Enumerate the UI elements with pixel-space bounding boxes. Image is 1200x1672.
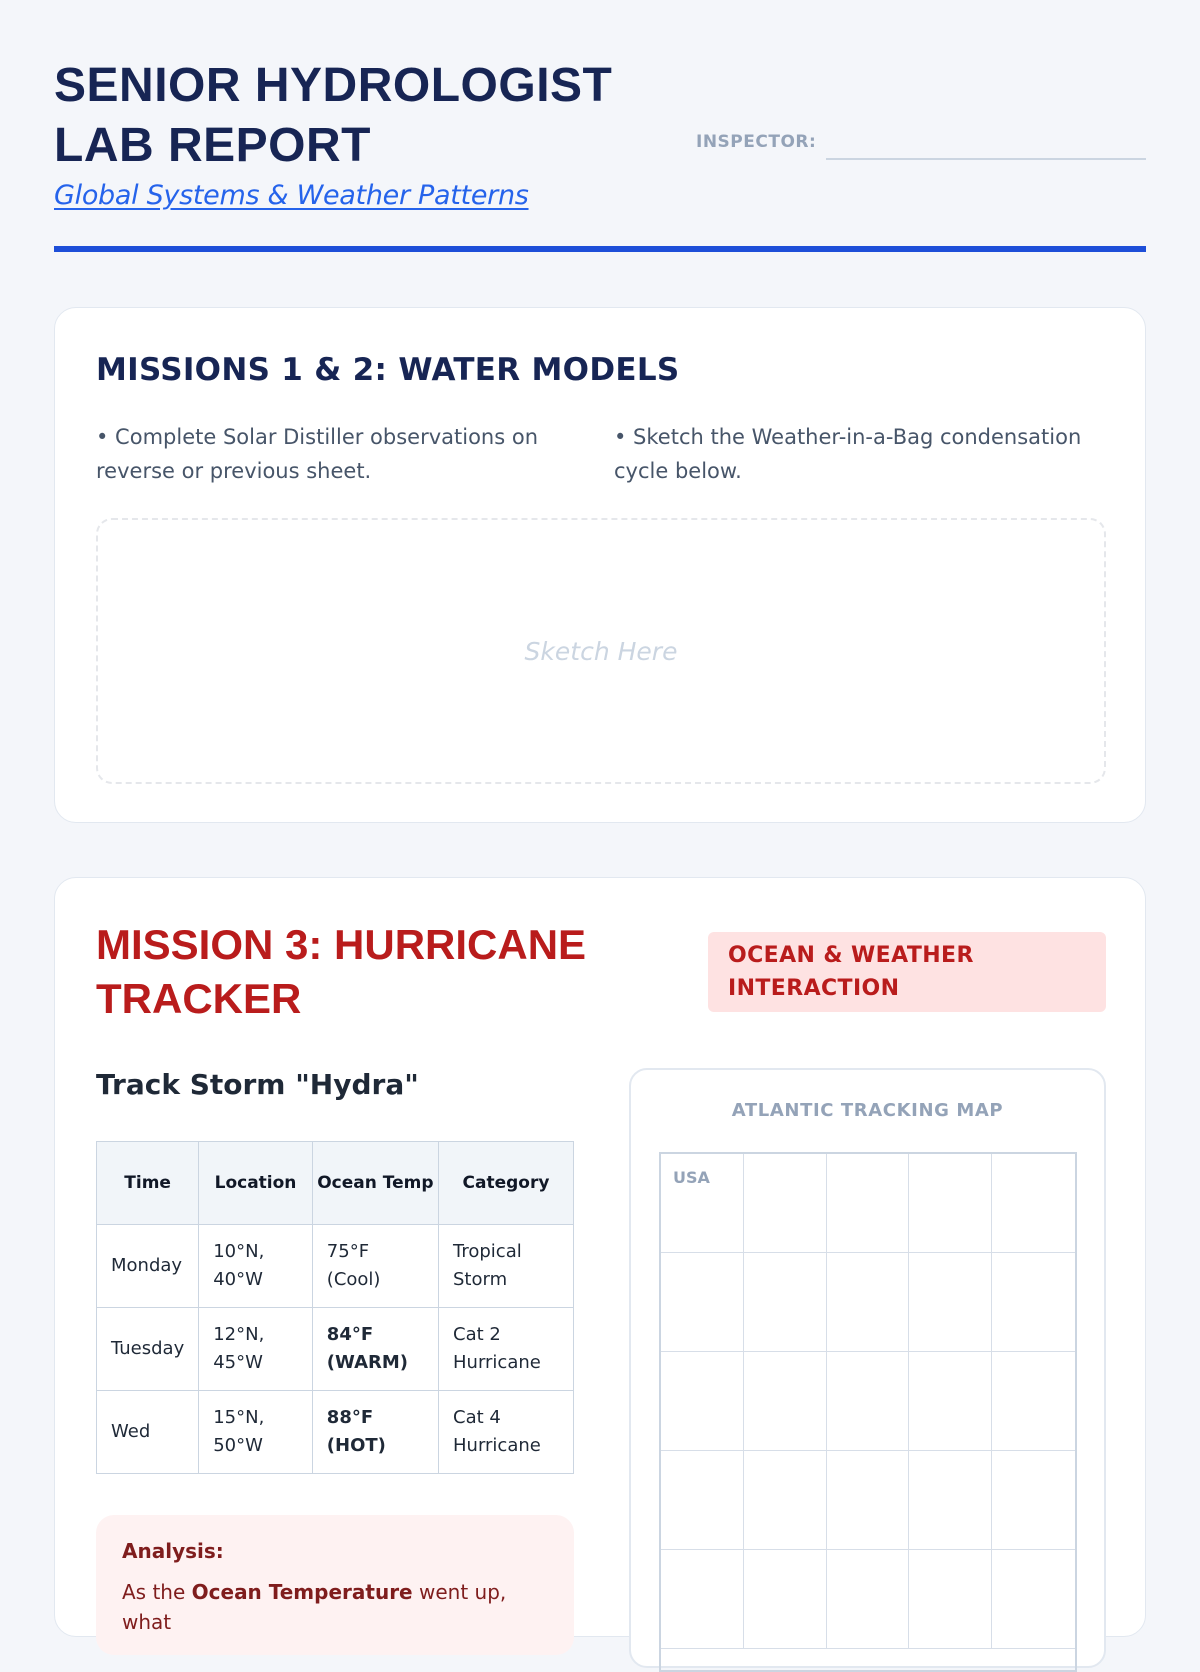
header-divider	[54, 246, 1146, 252]
analysis-text-prefix: As the	[122, 1580, 192, 1604]
storm-heading: Track Storm "Hydra"	[96, 1068, 419, 1101]
cell-time: Tuesday	[97, 1308, 199, 1391]
map-cell[interactable]	[909, 1550, 992, 1649]
cell-location: 10°N, 40°W	[199, 1225, 313, 1308]
cell-category: Cat 4 Hurricane	[439, 1391, 574, 1474]
map-cell[interactable]	[909, 1451, 992, 1550]
analysis-label: Analysis:	[122, 1539, 224, 1563]
map-cell[interactable]	[744, 1352, 827, 1451]
map-cell[interactable]	[827, 1451, 910, 1550]
map-cell[interactable]	[827, 1253, 910, 1352]
map-cell[interactable]	[661, 1550, 744, 1649]
map-cell[interactable]	[744, 1550, 827, 1649]
instruction-weather-bag: • Sketch the Weather-in-a-Bag condensation cycle below.	[614, 425, 1082, 483]
cell-category: Tropical Storm	[439, 1225, 574, 1308]
atlantic-map-card	[629, 1068, 1106, 1668]
cell-time: Monday	[97, 1225, 199, 1308]
analysis-text-emphasis: Ocean Temperature	[191, 1580, 413, 1604]
map-cell[interactable]	[992, 1550, 1075, 1649]
column-header-category: Category	[439, 1142, 574, 1225]
map-cell[interactable]	[992, 1154, 1075, 1253]
map-cell[interactable]	[992, 1352, 1075, 1451]
inspector-field	[696, 124, 1146, 160]
tracking-map-grid[interactable]	[659, 1152, 1077, 1672]
cell-ocean-temp: 84°F (WARM)	[312, 1308, 438, 1391]
column-header-ocean-temp: Ocean Temp	[312, 1142, 438, 1225]
map-cell[interactable]	[744, 1253, 827, 1352]
missions-1-2-title: MISSIONS 1 & 2: WATER MODELS	[96, 352, 680, 388]
analysis-box	[96, 1515, 574, 1655]
map-cell[interactable]	[909, 1352, 992, 1451]
map-cell[interactable]	[744, 1154, 827, 1253]
cell-location: 12°N, 45°W	[199, 1308, 313, 1391]
report-header	[54, 56, 1146, 256]
table-row	[97, 1308, 574, 1391]
cell-location: 15°N, 50°W	[199, 1391, 313, 1474]
sketch-area[interactable]	[96, 518, 1106, 784]
cell-ocean-temp: 75°F (Cool)	[312, 1225, 438, 1308]
table-row	[97, 1225, 574, 1308]
cell-time: Wed	[97, 1391, 199, 1474]
report-title: SENIOR HYDROLOGIST LAB REPORT	[54, 59, 613, 172]
map-cell[interactable]	[992, 1451, 1075, 1550]
map-cell[interactable]	[827, 1352, 910, 1451]
inspector-label: INSPECTOR:	[696, 132, 817, 152]
ocean-weather-badge: OCEAN & WEATHER INTERACTION	[708, 932, 1106, 1012]
map-cell[interactable]	[909, 1154, 992, 1253]
map-cell[interactable]	[661, 1352, 744, 1451]
inspector-input-line[interactable]	[826, 158, 1146, 160]
report-subtitle-link[interactable]: Global Systems & Weather Patterns	[54, 180, 529, 211]
sketch-placeholder: Sketch Here	[524, 636, 678, 666]
table-header-row	[97, 1142, 574, 1225]
analysis-question	[122, 1577, 548, 1637]
map-label-usa: USA	[673, 1168, 710, 1187]
map-cell[interactable]	[661, 1154, 744, 1253]
map-cell[interactable]	[661, 1451, 744, 1550]
map-cell[interactable]	[827, 1154, 910, 1253]
missions-1-2-card	[54, 307, 1146, 823]
instruction-solar-distiller: • Complete Solar Distiller observations on reverse or previous sheet.	[96, 425, 539, 483]
map-cell[interactable]	[992, 1253, 1075, 1352]
mission-3-card	[54, 877, 1146, 1637]
cell-category: Cat 2 Hurricane	[439, 1308, 574, 1391]
mission-3-title: MISSION 3: HURRICANE TRACKER	[96, 921, 587, 1022]
cell-ocean-temp: 88°F (HOT)	[312, 1391, 438, 1474]
map-cell[interactable]	[661, 1253, 744, 1352]
column-header-location: Location	[199, 1142, 313, 1225]
map-cell[interactable]	[744, 1451, 827, 1550]
map-cell[interactable]	[909, 1253, 992, 1352]
analysis-text-suffix: went up, what	[122, 1580, 507, 1634]
map-title: ATLANTIC TRACKING MAP	[731, 1100, 1004, 1121]
column-header-time: Time	[97, 1142, 199, 1225]
map-cell[interactable]	[827, 1550, 910, 1649]
storm-tracking-table	[96, 1141, 574, 1474]
table-row	[97, 1391, 574, 1474]
